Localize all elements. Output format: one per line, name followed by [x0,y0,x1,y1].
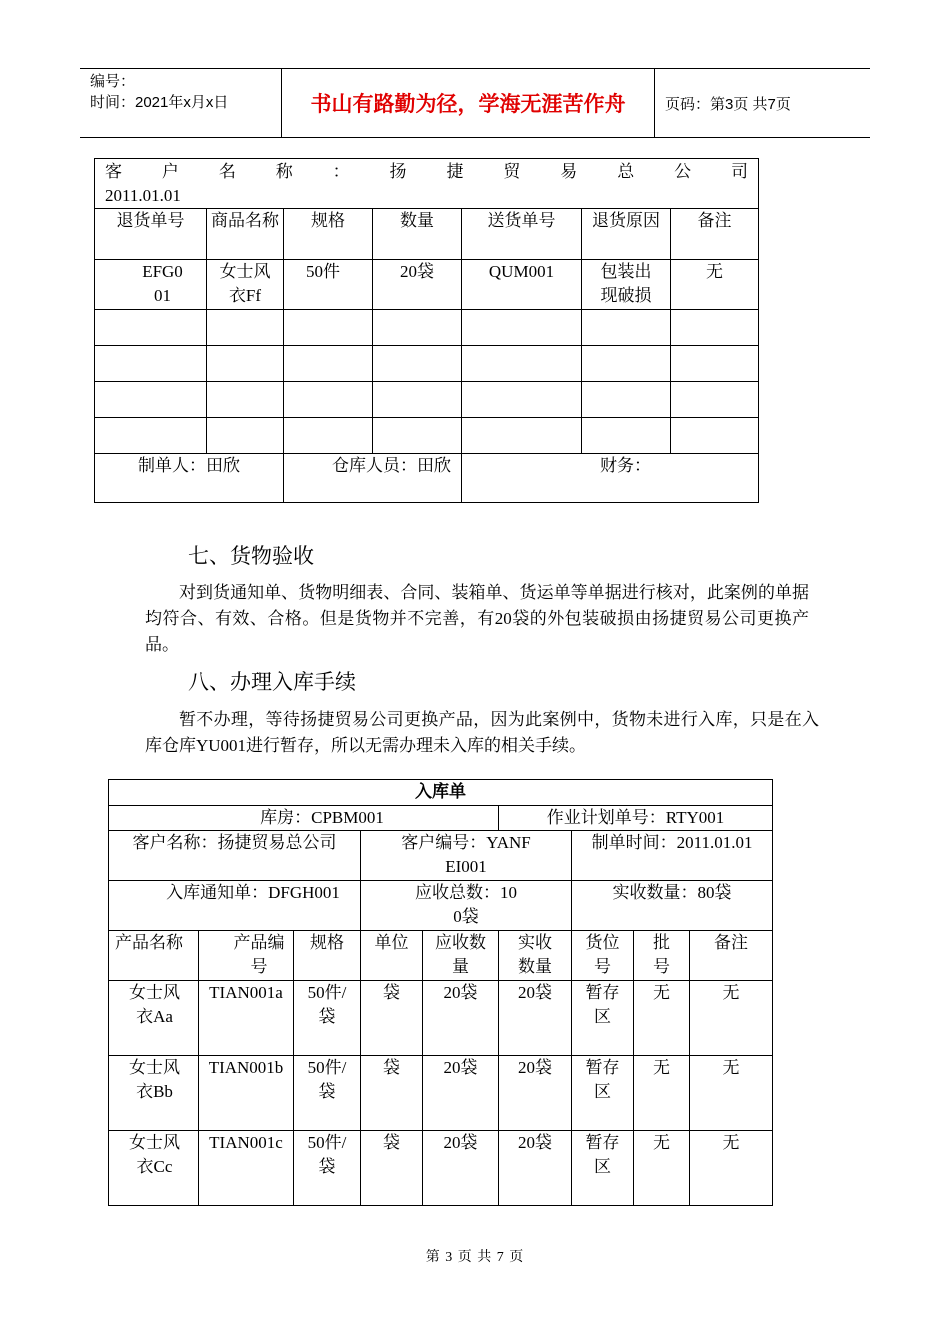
unit: 袋 [361,981,423,1056]
spec: 50件/袋 [294,1056,361,1131]
header-row [109,931,773,981]
warehouse: 库房：CPBM001 [109,806,499,831]
table-row [95,260,759,310]
col-header: 产品名称 [109,931,199,981]
number-label: 编号： [90,73,136,90]
unit: 袋 [361,1131,423,1206]
motto: 书山有路勤为径，学海无涯苦作舟 [282,69,655,137]
warehouse-staff: 仓库人员：田欣 [284,454,462,503]
table-row [109,981,773,1056]
product-name: 女士风衣Ff [207,260,284,310]
table-row-empty [95,346,759,382]
actual-qty: 20袋 [499,1131,572,1206]
notice-row [109,881,773,931]
product-name: 女士风衣Bb [109,1056,199,1131]
created-time: 制单时间：2011.01.01 [572,831,773,881]
location: 暂存区 [572,1056,634,1131]
col-header: 备注 [671,209,759,260]
col-header: 备注 [690,931,773,981]
customer-name: 客户名称：扬捷贸易总公司 [109,831,361,881]
customer-line: 客户名称：扬捷贸易总公司 [105,162,749,181]
title-row [109,780,773,806]
batch-no: 无 [634,1056,690,1131]
page-footer: 第 3 页 共 7 页 [425,1250,525,1265]
preparer: 制单人：田欣 [95,454,284,503]
table-row [109,1131,773,1206]
expected-qty: 20袋 [423,981,499,1056]
col-header: 批号 [634,931,690,981]
quantity: 20袋 [373,260,462,310]
table-row [109,1056,773,1131]
col-header: 产品编号 [199,931,294,981]
location: 暂存区 [572,1131,634,1206]
batch-no: 无 [634,1131,690,1206]
delivery-no: QUM001 [462,260,582,310]
product-code: TIAN001c [199,1131,294,1206]
remark: 无 [690,1056,773,1131]
product-name: 女士风衣Cc [109,1131,199,1206]
notice-no: 入库通知单：DFGH001 [109,881,361,931]
table-row-empty [95,418,759,454]
customer-no: 客户编号：YANFEI001 [361,831,572,881]
return-no: EFG001 [95,260,207,310]
actual-total: 实收数量：80袋 [572,881,773,931]
finance: 财务： [462,454,759,503]
table-row-empty [95,382,759,418]
table-row-empty [95,310,759,346]
customer-row [109,831,773,881]
time-label: 时间：2021年x月x日 [90,94,229,111]
product-code: TIAN001b [199,1056,294,1131]
col-header: 退货单号 [95,209,207,260]
inbound-form-table [108,779,773,1206]
col-header: 实收数量 [499,931,572,981]
col-header: 单位 [361,931,423,981]
expected-total: 应收总数：100袋 [361,881,572,931]
batch-no: 无 [634,981,690,1056]
col-header: 规格 [294,931,361,981]
form-date: 2011.01.01 [105,186,181,205]
customer-cell [95,159,759,209]
col-header: 数量 [373,209,462,260]
remark: 无 [671,260,759,310]
section8-text: 暂不办理，等待扬捷贸易公司更换产品，因为此案例中，货物未进行入库，只是在入库仓库YU001进行暂存，所以无需办理未入库的相关手续。 [145,710,819,755]
expected-qty: 20袋 [423,1056,499,1131]
header-row [95,209,759,260]
return-reason: 包装出现破损 [582,260,671,310]
actual-qty: 20袋 [499,981,572,1056]
page-header [80,68,870,138]
actual-qty: 20袋 [499,1056,572,1131]
section7-heading: 七、货物验收 [188,544,314,568]
col-header: 商品名称 [207,209,284,260]
spec: 50件 [284,260,373,310]
plan-no: 作业计划单号：RTY001 [499,806,773,831]
section7-text: 对到货通知单、货物明细表、合同、装箱单、货运单等单据进行核对，此案例的单据均符合、有效、合格。但是货物并不完善，有20袋的外包装破损由扬捷贸易公司更换产品。 [145,583,809,654]
col-header: 退货原因 [582,209,671,260]
warehouse-row [109,806,773,831]
return-form-table [94,158,759,503]
header-meta [80,69,282,137]
page-label: 页码：第3页 共7页 [665,95,791,113]
customer-row [95,159,759,209]
spec: 50件/袋 [294,1131,361,1206]
remark: 无 [690,1131,773,1206]
col-header: 送货单号 [462,209,582,260]
form-title: 入库单 [109,780,773,806]
section8-heading: 八、办理入库手续 [188,670,356,694]
remark: 无 [690,981,773,1056]
expected-qty: 20袋 [423,1131,499,1206]
spec: 50件/袋 [294,981,361,1056]
col-header: 规格 [284,209,373,260]
col-header: 货位号 [572,931,634,981]
col-header: 应收数量 [423,931,499,981]
location: 暂存区 [572,981,634,1056]
signature-row [95,454,759,503]
product-code: TIAN001a [199,981,294,1056]
product-name: 女士风衣Aa [109,981,199,1056]
unit: 袋 [361,1056,423,1131]
